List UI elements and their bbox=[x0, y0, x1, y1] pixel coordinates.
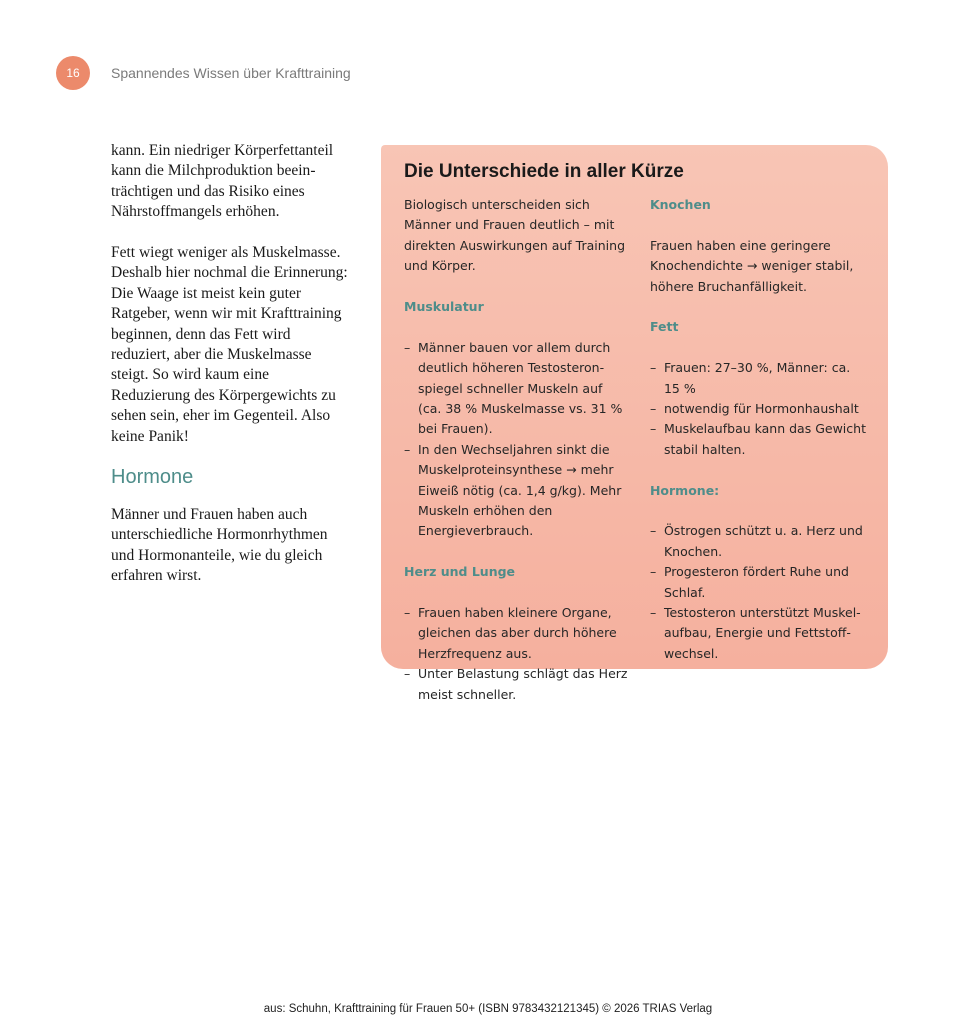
page-number: 16 bbox=[66, 66, 80, 80]
info-box-column-right bbox=[650, 195, 868, 725]
body-paragraph-3: Männer und Frauen haben auch unterschiedliche Hormonrhythmen und Hormonanteile, wie du gleich erfahren wirst. bbox=[111, 505, 328, 585]
herz-lunge-list bbox=[404, 603, 628, 705]
section-heading-herz-lunge: Herz und Lunge bbox=[404, 564, 516, 580]
footer-citation: aus: Schuhn, Krafttraining für Frauen 50+ (ISBN 9783432121345) © 2026 TRIAS Verlag bbox=[263, 1003, 713, 1015]
running-head: Spannendes Wissen über Krafttraining bbox=[111, 65, 351, 81]
list-item: – notwendig für Hormonhaushalt bbox=[650, 399, 868, 419]
list-item: – Unter Belastung schlägt das Herz meist schneller. bbox=[404, 664, 628, 705]
muskulatur-list bbox=[404, 338, 628, 542]
body-paragraph-2: Fett wiegt weniger als Muskelmasse. Deshalb hier nochmal die Erinnerung: Die Waage ist meist kein guter Ratgeber, wenn wir mit Krafttraining beginnen, denn das Fett wird reduziert, aber die Muskelmasse steigt. So wird kaum eine Reduzierung des Körpergewichts zu sehen sein, eher im Gegenteil. Also keine Panik! bbox=[111, 244, 348, 445]
list-item: – Testosteron unterstützt Muskelaufbau, Energie und Fettstoffwechsel. bbox=[650, 603, 868, 664]
list-item: – Östrogen schützt u. a. Herz und Knochen. bbox=[650, 521, 868, 562]
list-item: – Frauen haben kleinere Organe, gleichen das aber durch höhere Herzfrequenz aus. bbox=[404, 603, 628, 664]
list-item: – In den Wechseljahren sinkt die Muskelproteinsynthese → mehr Eiweiß nötig (ca. 1,4 g/kg). Mehr Muskeln erhöhen den Energieverbrauch. bbox=[404, 440, 628, 542]
info-box bbox=[381, 145, 888, 702]
list-item: – Muskelaufbau kann das Gewicht stabil halten. bbox=[650, 419, 868, 460]
section-heading-knochen: Knochen bbox=[649, 197, 711, 212]
list-item: – Progesteron fördert Ruhe und Schlaf. bbox=[650, 562, 868, 603]
info-box-title: Die Unterschiede in aller Kürze bbox=[404, 161, 684, 182]
list-item: – Frauen: 27–30 %, Männer: ca. 15 % bbox=[650, 358, 868, 399]
left-column bbox=[111, 141, 351, 607]
section-heading-hormone-box: Hormone: bbox=[649, 482, 720, 498]
info-box-column-left bbox=[404, 195, 628, 725]
section-heading-hormone: Hormone bbox=[111, 466, 194, 489]
fett-list bbox=[650, 358, 868, 460]
page-number-badge bbox=[56, 56, 90, 90]
list-item: – Männer bauen vor allem durch deutlich höheren Testosteronspiegel schneller Muskeln auf (ca. 38 % Muskelmasse vs. 31 % bei Frauen). bbox=[404, 338, 628, 440]
section-heading-muskulatur: Muskulatur bbox=[404, 299, 484, 315]
section-heading-fett: Fett bbox=[649, 319, 679, 335]
body-paragraph-1: kann. Ein niedriger Körperfettanteil kann die Milchproduktion beeinträchtigen und das Risiko eines Nährstoffmangels erhöhen. bbox=[111, 142, 334, 221]
knochen-text: Frauen haben eine geringere Knochendichte → weniger stabil, höhere Bruchanfälligkeit. bbox=[649, 237, 854, 294]
hormone-list bbox=[650, 521, 868, 664]
info-box-intro: Biologisch unterscheiden sich Männer und Frauen deutlich – mit direkten Auswirkungen auf Training und Körper. bbox=[404, 197, 626, 274]
